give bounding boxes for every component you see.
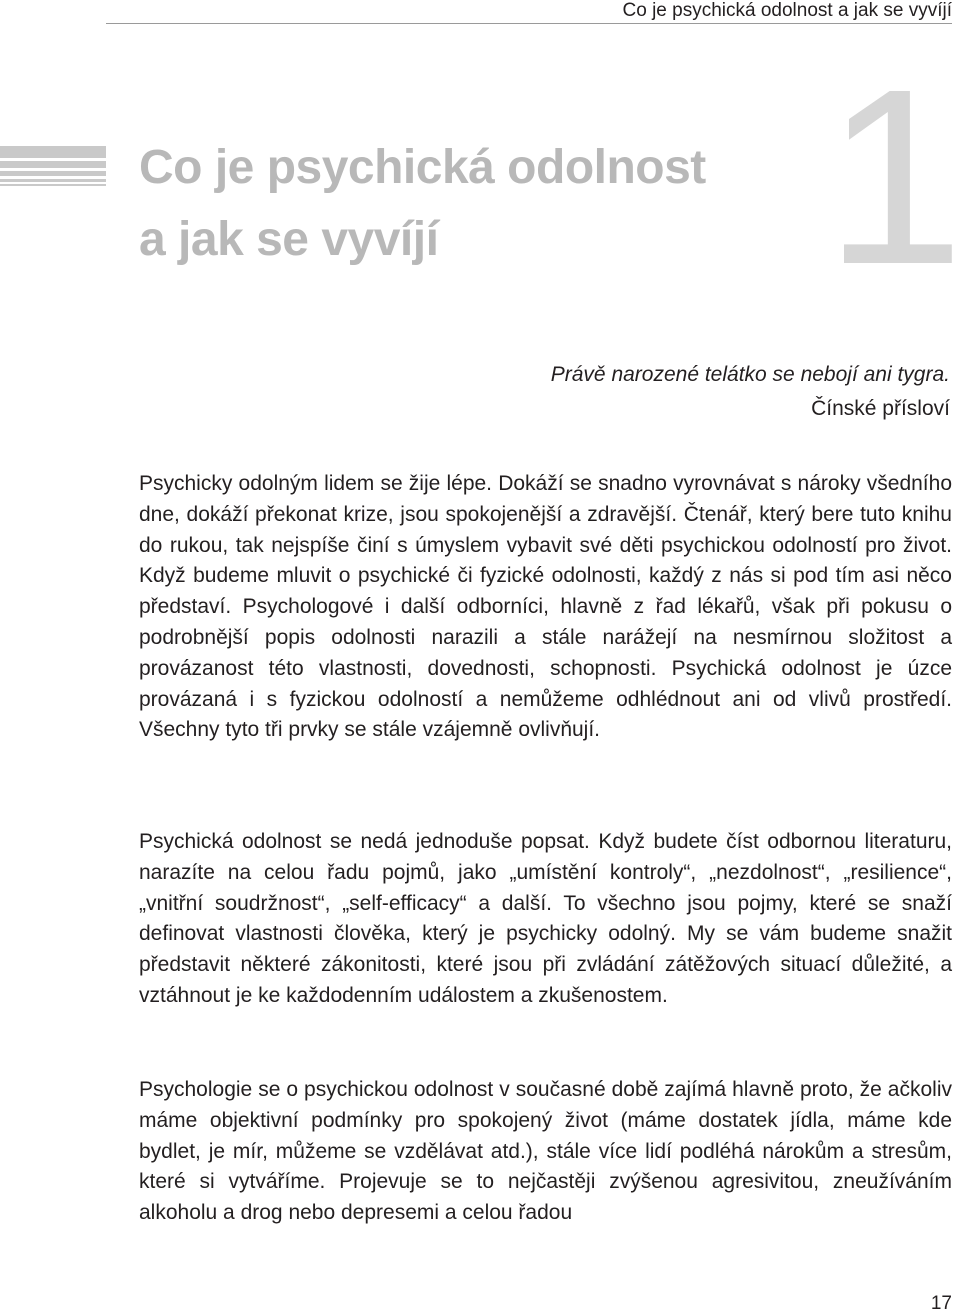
running-header: Co je psychická odolnost a jak se vyvíjí — [622, 0, 952, 21]
epigraph-quote: Právě narozené telátko se nebojí ani tygra. — [550, 363, 950, 386]
chapter-number: 1 — [824, 37, 954, 316]
paragraph: Psychická odolnost se nedá jednoduše popsat. Když budete číst odbornou literaturu, narazíte na celou řadu pojmů, jako „umístění kontroly“, „nezdolnost“, „resilience“, „vnitřní soudržnost“, „self-efficacy“ a další. To všechno jsou pojmy, které se snaží definovat vlastnosti člověka, který je psychicky odolný. My se vám budeme snažit představit některé zákonitosti, které jsou při zvládání zátěžových situací důležité, a vztáhnout je ke každodenním událostem a zkušenostem. — [139, 830, 952, 1007]
chapter-bar — [0, 146, 106, 158]
page-number: 17 — [930, 1293, 952, 1314]
chapter-title-line: Co je psychická odolnost — [139, 141, 706, 194]
epigraph-source: Čínské přísloví — [811, 397, 950, 420]
paragraph: Psychicky odolným lidem se žije lépe. Dokáží se snadno vyrovnávat s nároky všedního dne, dokáží překonat krize, jsou spokojenější a zdravější. Čtenář, který bere tuto knihu do rukou, tak nejspíše činí s úmyslem vybavit své děti psychickou odolností pro život. Když budeme mluvit o psychické či fyzické odolnosti, každý z nás si pod tím asi něco představí. Psychologové i další odborníci, hlavně z řad lékařů, však při pokusu o podrobnější popis odolnosti narazili a stále narážejí na nesmírnou složitost a provázanost této vlastnosti, dovednosti, schopnosti. Psychická odolnost je úzce provázaná i s fyzickou odolností a nemůžeme odhlédnout ani od vlivů prostředí. Všechny tyto tři prvky se stále vzájemně ovlivňují. — [139, 472, 952, 742]
chapter-bar — [0, 161, 106, 168]
chapter-bar — [0, 179, 106, 182]
chapter-title — [139, 132, 839, 276]
chapter-bar — [0, 184, 106, 186]
paragraph: Psychologie se o psychickou odolnost v současné době zajímá hlavně proto, že ačkoliv máme objektivní podmínky pro spokojený život (máme dostatek jídla, máme kde bydlet, je mír, můžeme se vzdělávat atd.), stále více lidí podléhá nárokům a stresům, které si vytváříme. Projevuje se to nejčastěji zvýšenou agresivitou, zneužíváním alkoholu a drog nebo depresemi a celou řadou — [139, 1078, 952, 1225]
chapter-title-line: a jak se vyvíjí — [139, 213, 439, 266]
epigraph — [551, 358, 950, 426]
chapter-marker-bars — [0, 146, 106, 186]
header-rule — [106, 23, 952, 24]
chapter-bar — [0, 171, 106, 176]
